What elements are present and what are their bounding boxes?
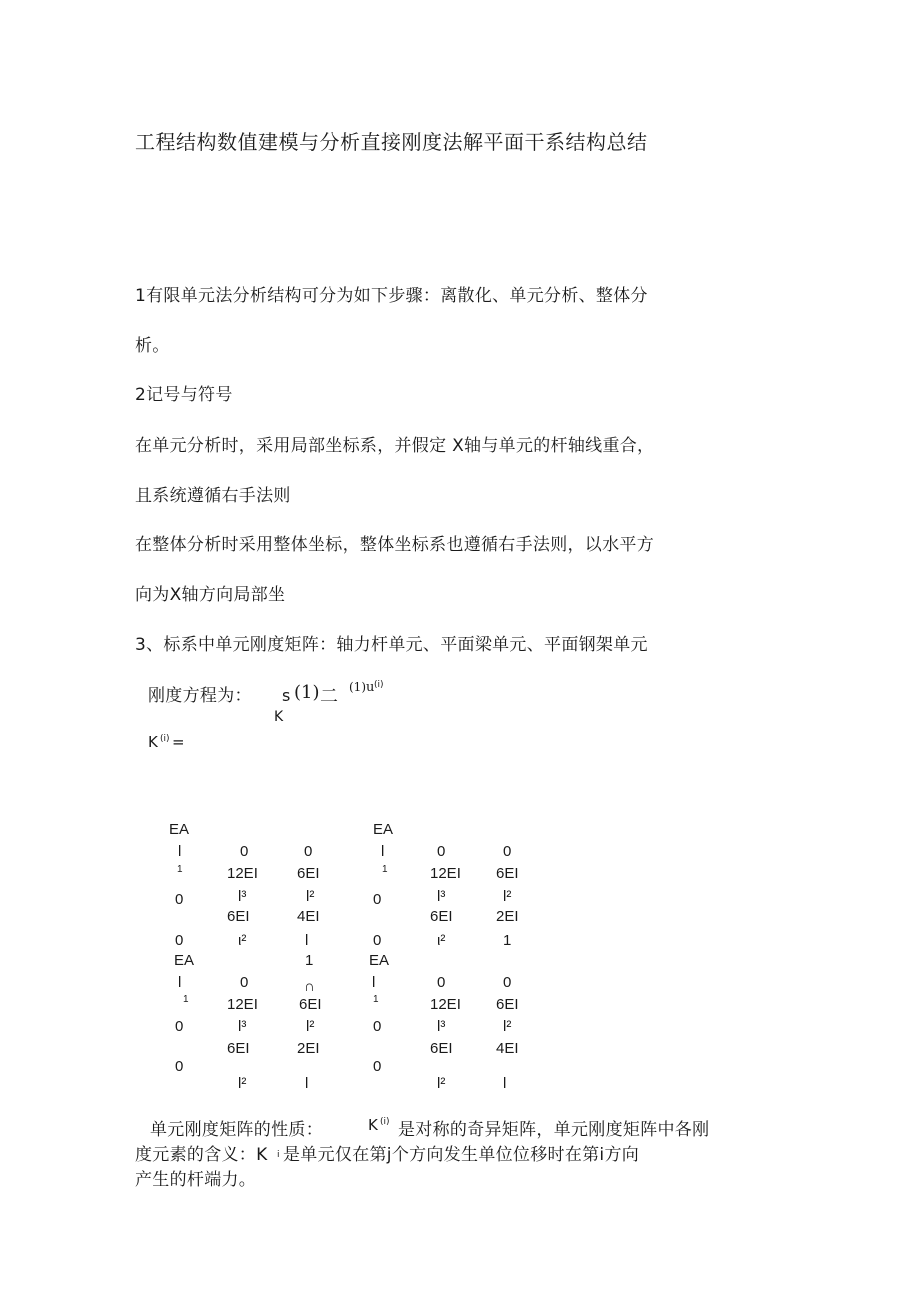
matrix-cell: l² — [306, 1018, 315, 1035]
matrix-cell: 0 — [503, 974, 512, 991]
matrix-cell: 4EI — [297, 908, 320, 925]
matrix-cell: l² — [306, 888, 315, 905]
properties-line2-b: 是单元仅在第j个方向发生单位位移时在第i方向 — [283, 1145, 640, 1165]
matrix-cell: 6EI — [430, 908, 453, 925]
matrix-cell: 0 — [373, 1058, 382, 1075]
matrix-cell: 0 — [175, 1018, 184, 1035]
paragraph-local-coords-line1: 在单元分析时，采用局部坐标系，并假定 X轴与单元的杆轴线重合， — [135, 436, 655, 456]
matrix-cell: 6EI — [299, 996, 322, 1013]
matrix-cell: 6EI — [496, 865, 519, 882]
matrix-cell: l — [372, 974, 376, 991]
matrix-cell: 12EI — [430, 996, 461, 1013]
matrix-cell: 0 — [304, 843, 313, 860]
matrix-cell: l — [178, 974, 182, 991]
properties-line2-sub: i — [277, 1150, 280, 1160]
matrix-cell: ι² — [437, 932, 446, 949]
matrix-label-k: K — [148, 733, 158, 751]
paragraph-steps-line2: 析。 — [135, 336, 170, 356]
matrix-cell: EA — [169, 821, 190, 838]
matrix-cell: 0 — [373, 1018, 382, 1035]
matrix-cell: 0 — [437, 843, 446, 860]
properties-line1-b: 是对称的奇异矩阵，单元刚度矩阵中各刚 — [398, 1120, 710, 1140]
equation-label: 刚度方程为： — [148, 686, 252, 706]
matrix-cell: l — [381, 843, 385, 860]
matrix-cell: 0 — [373, 932, 382, 949]
matrix-cell: l³ — [238, 1018, 247, 1035]
matrix-cell: l² — [503, 1018, 512, 1035]
properties-k: K — [368, 1116, 378, 1134]
matrix-cell: 6EI — [227, 1040, 250, 1057]
matrix-cell: 12EI — [227, 865, 258, 882]
matrix-cell: l³ — [437, 1018, 446, 1035]
matrix-cell: 1 — [503, 932, 512, 949]
matrix-cell: 6EI — [496, 996, 519, 1013]
matrix-cell: 0 — [373, 891, 382, 908]
matrix-cell: l² — [503, 888, 512, 905]
section-heading-notation: 2记号与符号 — [135, 385, 233, 405]
properties-line1-a: 单元刚度矩阵的性质： — [150, 1120, 323, 1140]
matrix-cell: l³ — [437, 888, 446, 905]
paragraph-stiffness-matrix: 3、标系中单元刚度矩阵：轴力杆单元、平面梁单元、平面钢架单元 — [135, 635, 648, 655]
matrix-cell: 6EI — [297, 865, 320, 882]
equation-paren: (1) — [294, 682, 320, 703]
paragraph-global-coords-line1: 在整体分析时采用整体坐标，整体坐标系也遵循右手法则，以水平方 — [135, 535, 654, 555]
equation-s: s — [282, 686, 291, 705]
matrix-cell: 1 — [183, 994, 189, 1005]
matrix-cell: 0 — [175, 891, 184, 908]
matrix-cell: 4EI — [496, 1040, 519, 1057]
matrix-cell: ∩ — [304, 978, 315, 995]
paragraph-steps-line1: 1有限单元法分析结构可分为如下步骤：离散化、单元分析、整体分 — [135, 286, 648, 306]
matrix-cell: 0 — [175, 932, 184, 949]
matrix-cell: 0 — [240, 843, 249, 860]
matrix-cell: 0 — [175, 1058, 184, 1075]
matrix-cell: l² — [437, 1075, 446, 1092]
matrix-cell: EA — [369, 952, 390, 969]
matrix-label-eq: = — [172, 733, 185, 751]
matrix-cell: 0 — [240, 974, 249, 991]
matrix-cell: l³ — [238, 888, 247, 905]
matrix-cell: 12EI — [430, 865, 461, 882]
properties-line3: 产生的杆端力。 — [135, 1170, 257, 1190]
paragraph-local-coords-line2: 且系统遵循右手法则 — [135, 486, 291, 506]
paragraph-global-coords-line2: 向为X轴方向局部坐 — [135, 585, 286, 605]
properties-line2: 度元素的含义：K — [135, 1145, 268, 1165]
matrix-cell: 1 — [177, 864, 183, 875]
matrix-cell: l² — [238, 1075, 247, 1092]
matrix-cell: 1 — [373, 994, 379, 1005]
matrix-cell: 1 — [305, 952, 314, 969]
equation-eq-sign: 二 — [320, 686, 338, 707]
matrix-cell: 1 — [382, 864, 388, 875]
matrix-cell: 2EI — [297, 1040, 320, 1057]
matrix-cell: 6EI — [430, 1040, 453, 1057]
equation-rhs-sup2: (i) — [374, 680, 384, 690]
properties-k-sup: (i) — [380, 1117, 390, 1127]
matrix-cell: 0 — [437, 974, 446, 991]
matrix-cell: 0 — [503, 843, 512, 860]
equation-rhs: u — [366, 680, 375, 695]
page-title: 工程结构数值建模与分析直接刚度法解平面干系结构总结 — [135, 130, 648, 154]
matrix-cell: 12EI — [227, 996, 258, 1013]
matrix-cell: l — [178, 843, 182, 860]
matrix-label-k-sup: (i) — [160, 734, 170, 744]
matrix-cell: EA — [174, 952, 195, 969]
matrix-cell: l — [305, 932, 309, 949]
matrix-cell: EA — [373, 821, 394, 838]
matrix-cell: 2EI — [496, 908, 519, 925]
equation-rhs-sup: (1) — [349, 680, 366, 694]
matrix-cell: l — [305, 1075, 309, 1092]
equation-k: K — [274, 709, 284, 725]
matrix-cell: ι² — [238, 932, 247, 949]
matrix-cell: 6EI — [227, 908, 250, 925]
matrix-cell: l — [503, 1075, 507, 1092]
